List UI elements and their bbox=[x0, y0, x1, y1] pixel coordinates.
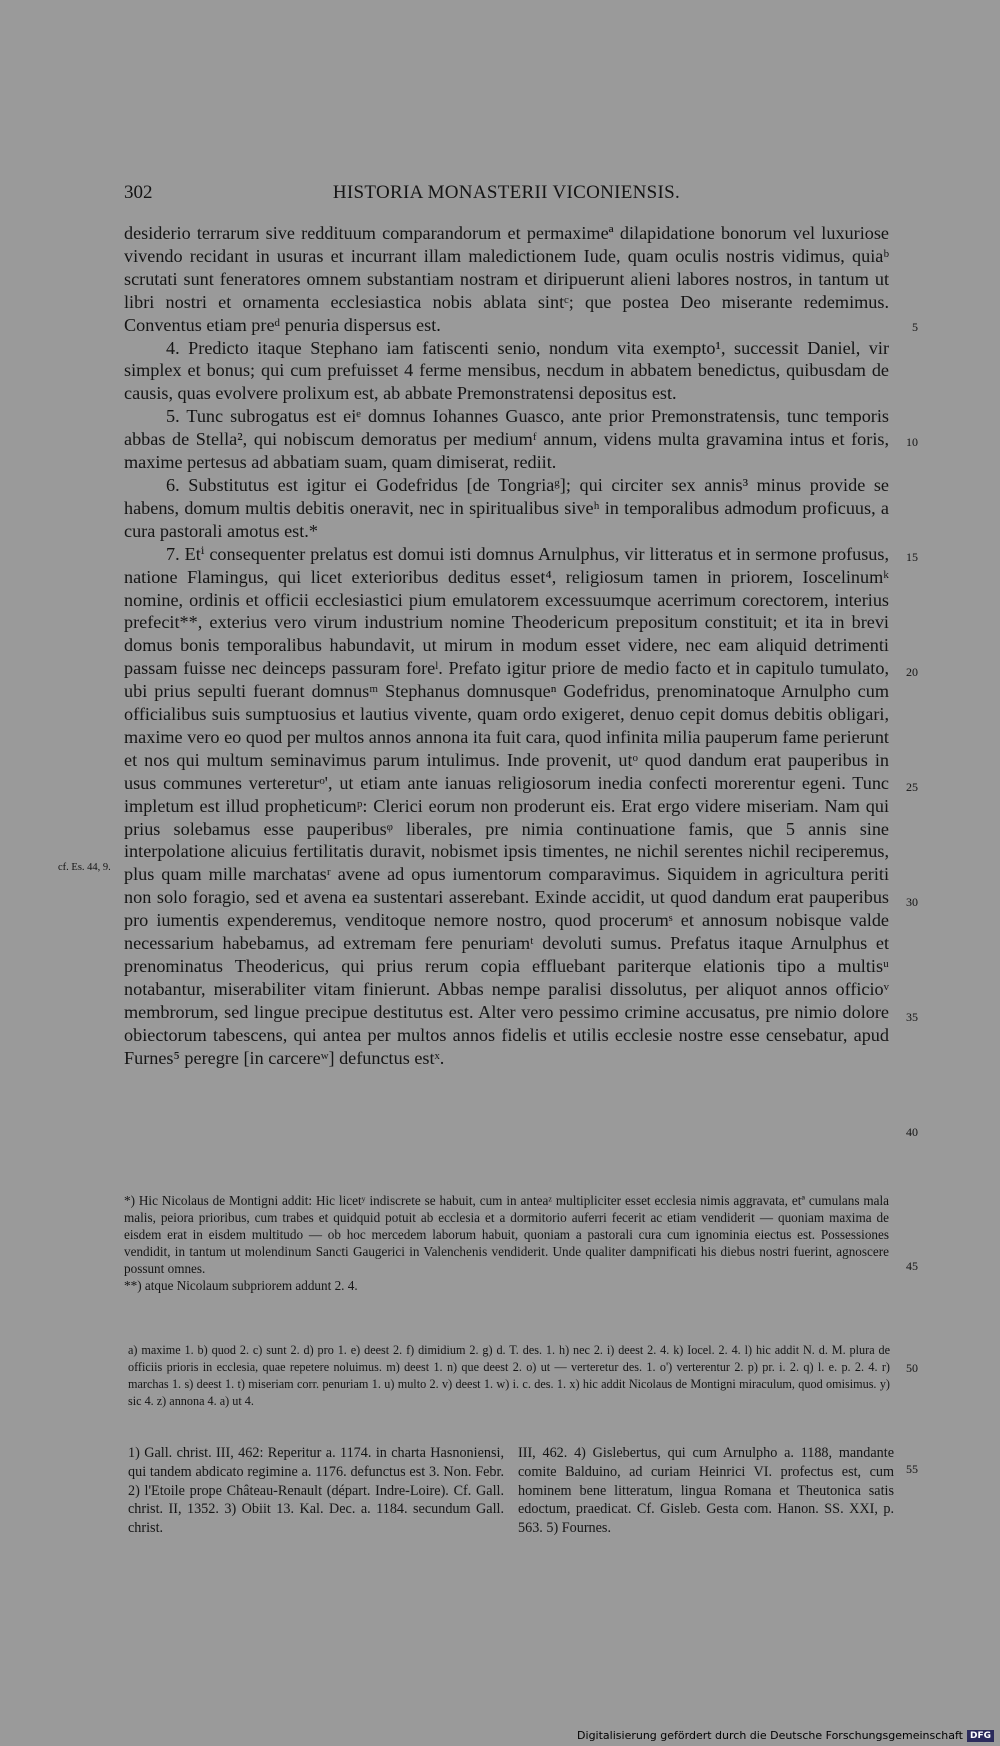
main-text bbox=[124, 222, 889, 1070]
footnotes-left-column bbox=[128, 1444, 504, 1538]
margin-reference: cf. Es. 44, 9. bbox=[58, 862, 111, 873]
author-notes bbox=[124, 1192, 889, 1294]
footnote-text: 1) Gall. christ. III, 462: Reperitur a. 1174. in charta Hasnoniensi, qui tandem abdicato regimine a. 1176. defunctus est 3. Non. Febr. 2) l'Etoile prope Château-Renault (départ. Indre-Loire). Cf. Gall. christ. II, 1352. 3) Obiit 13. Kal. Dec. a. 1184. secundum Gall. christ. bbox=[128, 1445, 504, 1537]
note-double-star: **) atque Nicolaum subpriorem addunt 2. 4. bbox=[124, 1278, 358, 1293]
running-title: HISTORIA MONASTERII VICONIENSIS. bbox=[332, 182, 681, 203]
line-number: 45 bbox=[906, 1259, 918, 1273]
paragraph-7: 7. Etⁱ consequenter prelatus est domui isti domnus Arnulphus, vir litteratus et in sermone profusus, natione Flamingus, qui licet exterioribus deditus esset⁴, religiosum tamen in priorem, Ioscelinumᵏ nomine, ordinis et officii ecclesiastici pium emulatorem excessuumque acerrimum corectorem, interius prefecit**, exterius vero virum industrium nomine Theodericum prepositum constituit; et ita in brevi domus bonis temporalibus habundavit, ut mirum in modum esset videre, nec eam aliquid detrimenti passam fuisse nec deinceps passuram foreˡ. Prefato igitur priore de medio facto et in capitulo tumulato, ubi prius sepulti fuerant domnusᵐ Stephanus domnusqueⁿ Godefridus, prenominatoque Arnulpho cum officialibus suis sumptuosius et lautius vivente, quam ordo exigeret, denuo cepit domus debitis obligari, maxime vero eo quod per multos annos annona ita fuit cara, quod infinita milia pauperum fame perierunt et nos qui multum seminavimus parum intulimus. Inde provenit, utᵒ quod dandum erat pauperibus in usus communes vertereturᵒ', ut etiam ante ianuas religiosorum inedia confecti morerentur egeni. Tunc impletum est illud propheticumᵖ: Clerici eorum non proderunt eis. Erat ergo videre miseriam. Nam qui prius solebamus esse pauperibusᵠ liberales, pre nimia continuatione famis, que 5 annis sine interpolatione alicuius fertilitatis duravit, nobismet ipsis timentes, ne nichil serentes nichil reciperemus, plus quam mille marchatasʳ avene ad opus iumentorum comparavimus. Siquidem in agricultura periti non solo foragio, sed et avena ea sustentari asserebant. Exinde accidit, ut quod dandum erat pauperibus pro iumentis expenderemus, venditoque nemore nostro, quod procerumˢ et annosum nobisque valde necessarium habebamus, ad extremam fere penuriamᵗ devoluti sumus. Prefatus itaque Arnulphus et prenominatus Theodericus, qui prius rerum copia effluebant pariterque elationis tipo a multisᵘ notabantur, miserabiliter vitam finierunt. Abbas nempe paralisi dissolutus, per aliquot annos officioᵛ membrorum, sed lingue precipue destitutus est. Alter vero pessimo crimine accusatus, pre nimio dolore obiectorum tabescens, qui antea per multos annos fidelis et utilis ecclesie nostre esse censebatur, apud Furnes⁵ peregre [in carcereʷ] defunctus estˣ. bbox=[124, 543, 889, 1068]
line-number: 55 bbox=[906, 1462, 918, 1476]
paragraph-4: 4. Predicto itaque Stephano iam fatiscenti senio, nondum vita exempto¹, successit Daniel, vir simplex et bonus; qui cum prefuisset 4 ferme mensibus, necdum in abbatem benedictus, quibusdam de causis, quas evolvere prolixum est, ab abbate Premonstratensi depositus est. bbox=[124, 337, 889, 404]
paragraph-5: 5. Tunc subrogatus est eiᵉ domnus Iohannes Guasco, ante prior Premonstratensis, tunc temporis abbas de Stella², qui nobiscum demoratus per mediumᶠ annum, videns multa gravamina intus et foris, maxime pertesus ad abbatiam suam, quam dimiserat, rediit. bbox=[124, 406, 889, 473]
line-number: 30 bbox=[906, 895, 918, 909]
variant-readings: a) maxime 1. b) quod 2. c) sunt 2. d) pro 1. e) deest 2. f) dimidium 2. g) d. T. des. 1. h) nec 2. i) deest 2. 4. k) Iocel. 2. 4. l) hic addit N. d. M. plura de officiis prioris in ecclesia, quae repetere noluimus. m) deest 1. n) que deest 2. o) ut — verteretur des. 1. o') verterentur 2. p) pr. i. 2. q) l. e. p. 2. 4. r) marchas 1. s) deest 1. t) miseriam corr. penuriam 1. u) multo 2. v) deest 1. w) i. c. des. 1. x) hic addit Nicolaus de Montigni miraculum, quod omisimus. y) sic 4. z) annona 4. a) ut 4. bbox=[128, 1343, 890, 1408]
line-number: 10 bbox=[906, 435, 918, 449]
page-number: 302 bbox=[124, 182, 153, 203]
critical-apparatus bbox=[128, 1342, 890, 1410]
line-number: 40 bbox=[906, 1125, 918, 1139]
line-number: 35 bbox=[906, 1010, 918, 1024]
credit-text: Digitalisierung gefördert durch die Deutsche Forschungsgemeinschaft bbox=[577, 1729, 963, 1742]
line-number: 5 bbox=[912, 320, 918, 334]
line-number: 15 bbox=[906, 550, 918, 564]
line-number: 20 bbox=[906, 665, 918, 679]
footnotes-right-column bbox=[518, 1444, 894, 1538]
line-number: 25 bbox=[906, 780, 918, 794]
note-single-star: *) Hic Nicolaus de Montigni addit: Hic licetʸ indiscrete se habuit, cum in anteaᶻ multipliciter esset ecclesia nimis aggravata, etª cumulans mala malis, peiora prioribus, cum trabes et quidquid potuit ab ecclesia et a dormitorio auferri fecerit ac etiam vendiderit — quoniam maxima de eisdem erat in eisdem multitudo — ob hoc mercedem laborum habuit, quoniam a pastorali cura cum ignominia eiectus est. Possessiones vendidit, in tantum ut molendinum Sancti Gaugerici in Valenchenis vendiderit. Unde qualiter dampnificati his diebus nostri fuerint, agnoscere possunt omnes. bbox=[124, 1193, 889, 1276]
paragraph-continuation: desiderio terrarum sive reddituum comparandorum et permaximeª dilapidatione bonorum vel luxuriose vivendo recidant in usuras et incurrant illam maledictionem Iude, quam oculis nostris vidimus, quiaᵇ scrutati sunt feneratores omnem substantiam nostram et diripuerunt alieni labores nostros, in tantum ut libri nostri et ornamenta ecclesiastica nobis ablata sintᶜ; que postea Deo miserante redemimus. Conventus etiam preᵈ penuria dispersus est. bbox=[124, 223, 889, 335]
dfg-logo-icon: DFG bbox=[967, 1730, 994, 1742]
footnote-text: III, 462. 4) Gislebertus, qui cum Arnulpho a. 1188, mandante comite Balduino, ad curiam Heinrici VI. profectus est, cum hominem bene litteratum, lingua Romana et Theutonica satis edoctum, praedicat. Cf. Gisleb. Gesta com. Hanon. SS. XXI, p. 563. 5) Fournes. bbox=[518, 1445, 894, 1537]
page-header bbox=[124, 182, 889, 212]
paragraph-6: 6. Substitutus est igitur ei Godefridus [de Tongriaᵍ]; qui circiter sex annis³ minus provide se habens, domum multis debitis oneravit, nec in spiritualibus siveʰ in temporalibus admodum proficuus, a cura pastorali amotus est.* bbox=[124, 474, 889, 541]
dfg-credit bbox=[577, 1729, 994, 1742]
line-number: 50 bbox=[906, 1361, 918, 1375]
